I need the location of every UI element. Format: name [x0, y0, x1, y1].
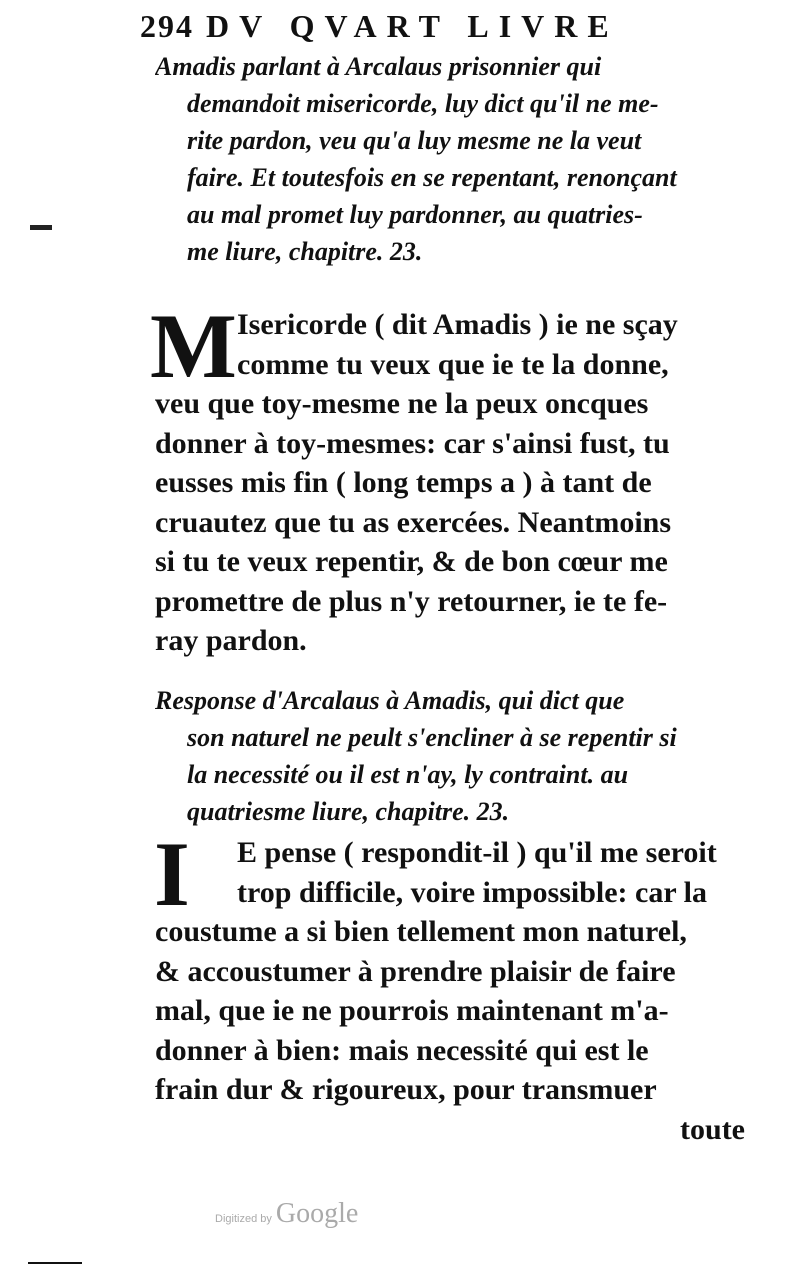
drop-cap-initial: I	[154, 823, 190, 925]
body-line: & accoustumer à prendre plaisir de faire	[155, 954, 676, 988]
body-line: promettre de plus n'y retourner, ie te fe-	[155, 584, 668, 618]
body-line: eusses mis fin ( long temps a ) à tant de	[155, 466, 652, 499]
body-line: mal, que ie ne pourrois maintenant m'a-	[155, 994, 669, 1027]
summary-line: au mal promet luy pardonner, au quatries-	[187, 200, 643, 229]
body-line: cruautez que tu as exercées. Neantmoins	[155, 505, 672, 539]
running-head: DV QVART LIVRE	[206, 8, 619, 44]
body-line: Isericorde ( dit Amadis ) ie ne sçay	[237, 308, 678, 341]
body-line: comme tu veux que ie te la donne,	[237, 347, 669, 381]
body-line: donner à toy-mesmes: car s'ainsi fust, tu	[155, 426, 670, 460]
margin-mark	[30, 225, 52, 230]
page-header	[140, 8, 740, 48]
watermark-brand: Google	[275, 1198, 359, 1229]
body-line: donner à bien: mais necessité qui est le	[155, 1033, 649, 1067]
body-paragraph-1	[155, 305, 745, 661]
body-paragraph-2	[155, 833, 745, 1149]
body-line: ray pardon.	[155, 624, 307, 657]
body-line: frain dur & rigoureux, pour transmuer	[155, 1073, 657, 1106]
summary-line: Amadis parlant à Arcalaus prisonnier qui	[155, 52, 602, 81]
body-line: veu que toy-mesme ne la peux oncques	[155, 387, 649, 420]
body-line: trop difficile, voire impossible: car la	[237, 875, 707, 909]
body-line: coustume a si bien tellement mon naturel,	[155, 915, 687, 948]
body-line: si tu te veux repentir, & de bon cœur me	[155, 545, 668, 578]
summary-line: demandoit misericorde, luy dict qu'il ne me-	[187, 89, 659, 118]
summary-line: rite pardon, veu qu'a luy mesme ne la veut	[187, 126, 642, 155]
body-line: E pense ( respondit-il ) qu'il me seroit	[237, 836, 717, 869]
summary-line: faire. Et toutesfois en se repentant, renonçant	[187, 163, 677, 192]
digitized-watermark	[215, 1198, 358, 1230]
summary-line: son naturel ne peult s'encliner à se repentir si	[187, 723, 677, 752]
summary-line: me liure, chapitre. 23.	[187, 237, 423, 266]
chapter-summary-1	[155, 48, 745, 270]
summary-line: quatriesme liure, chapitre. 23.	[187, 797, 510, 826]
summary-line: la necessité ou il est n'ay, ly contraint. au	[187, 760, 629, 789]
chapter-summary-2	[155, 682, 745, 830]
catchword: toute	[680, 1112, 745, 1146]
footer-rule	[28, 1262, 82, 1264]
drop-cap-initial: M	[150, 295, 237, 397]
page-number: 294	[140, 8, 194, 44]
summary-line: Response d'Arcalaus à Amadis, qui dict que	[155, 686, 625, 715]
watermark-prefix: Digitized by	[215, 1213, 272, 1225]
